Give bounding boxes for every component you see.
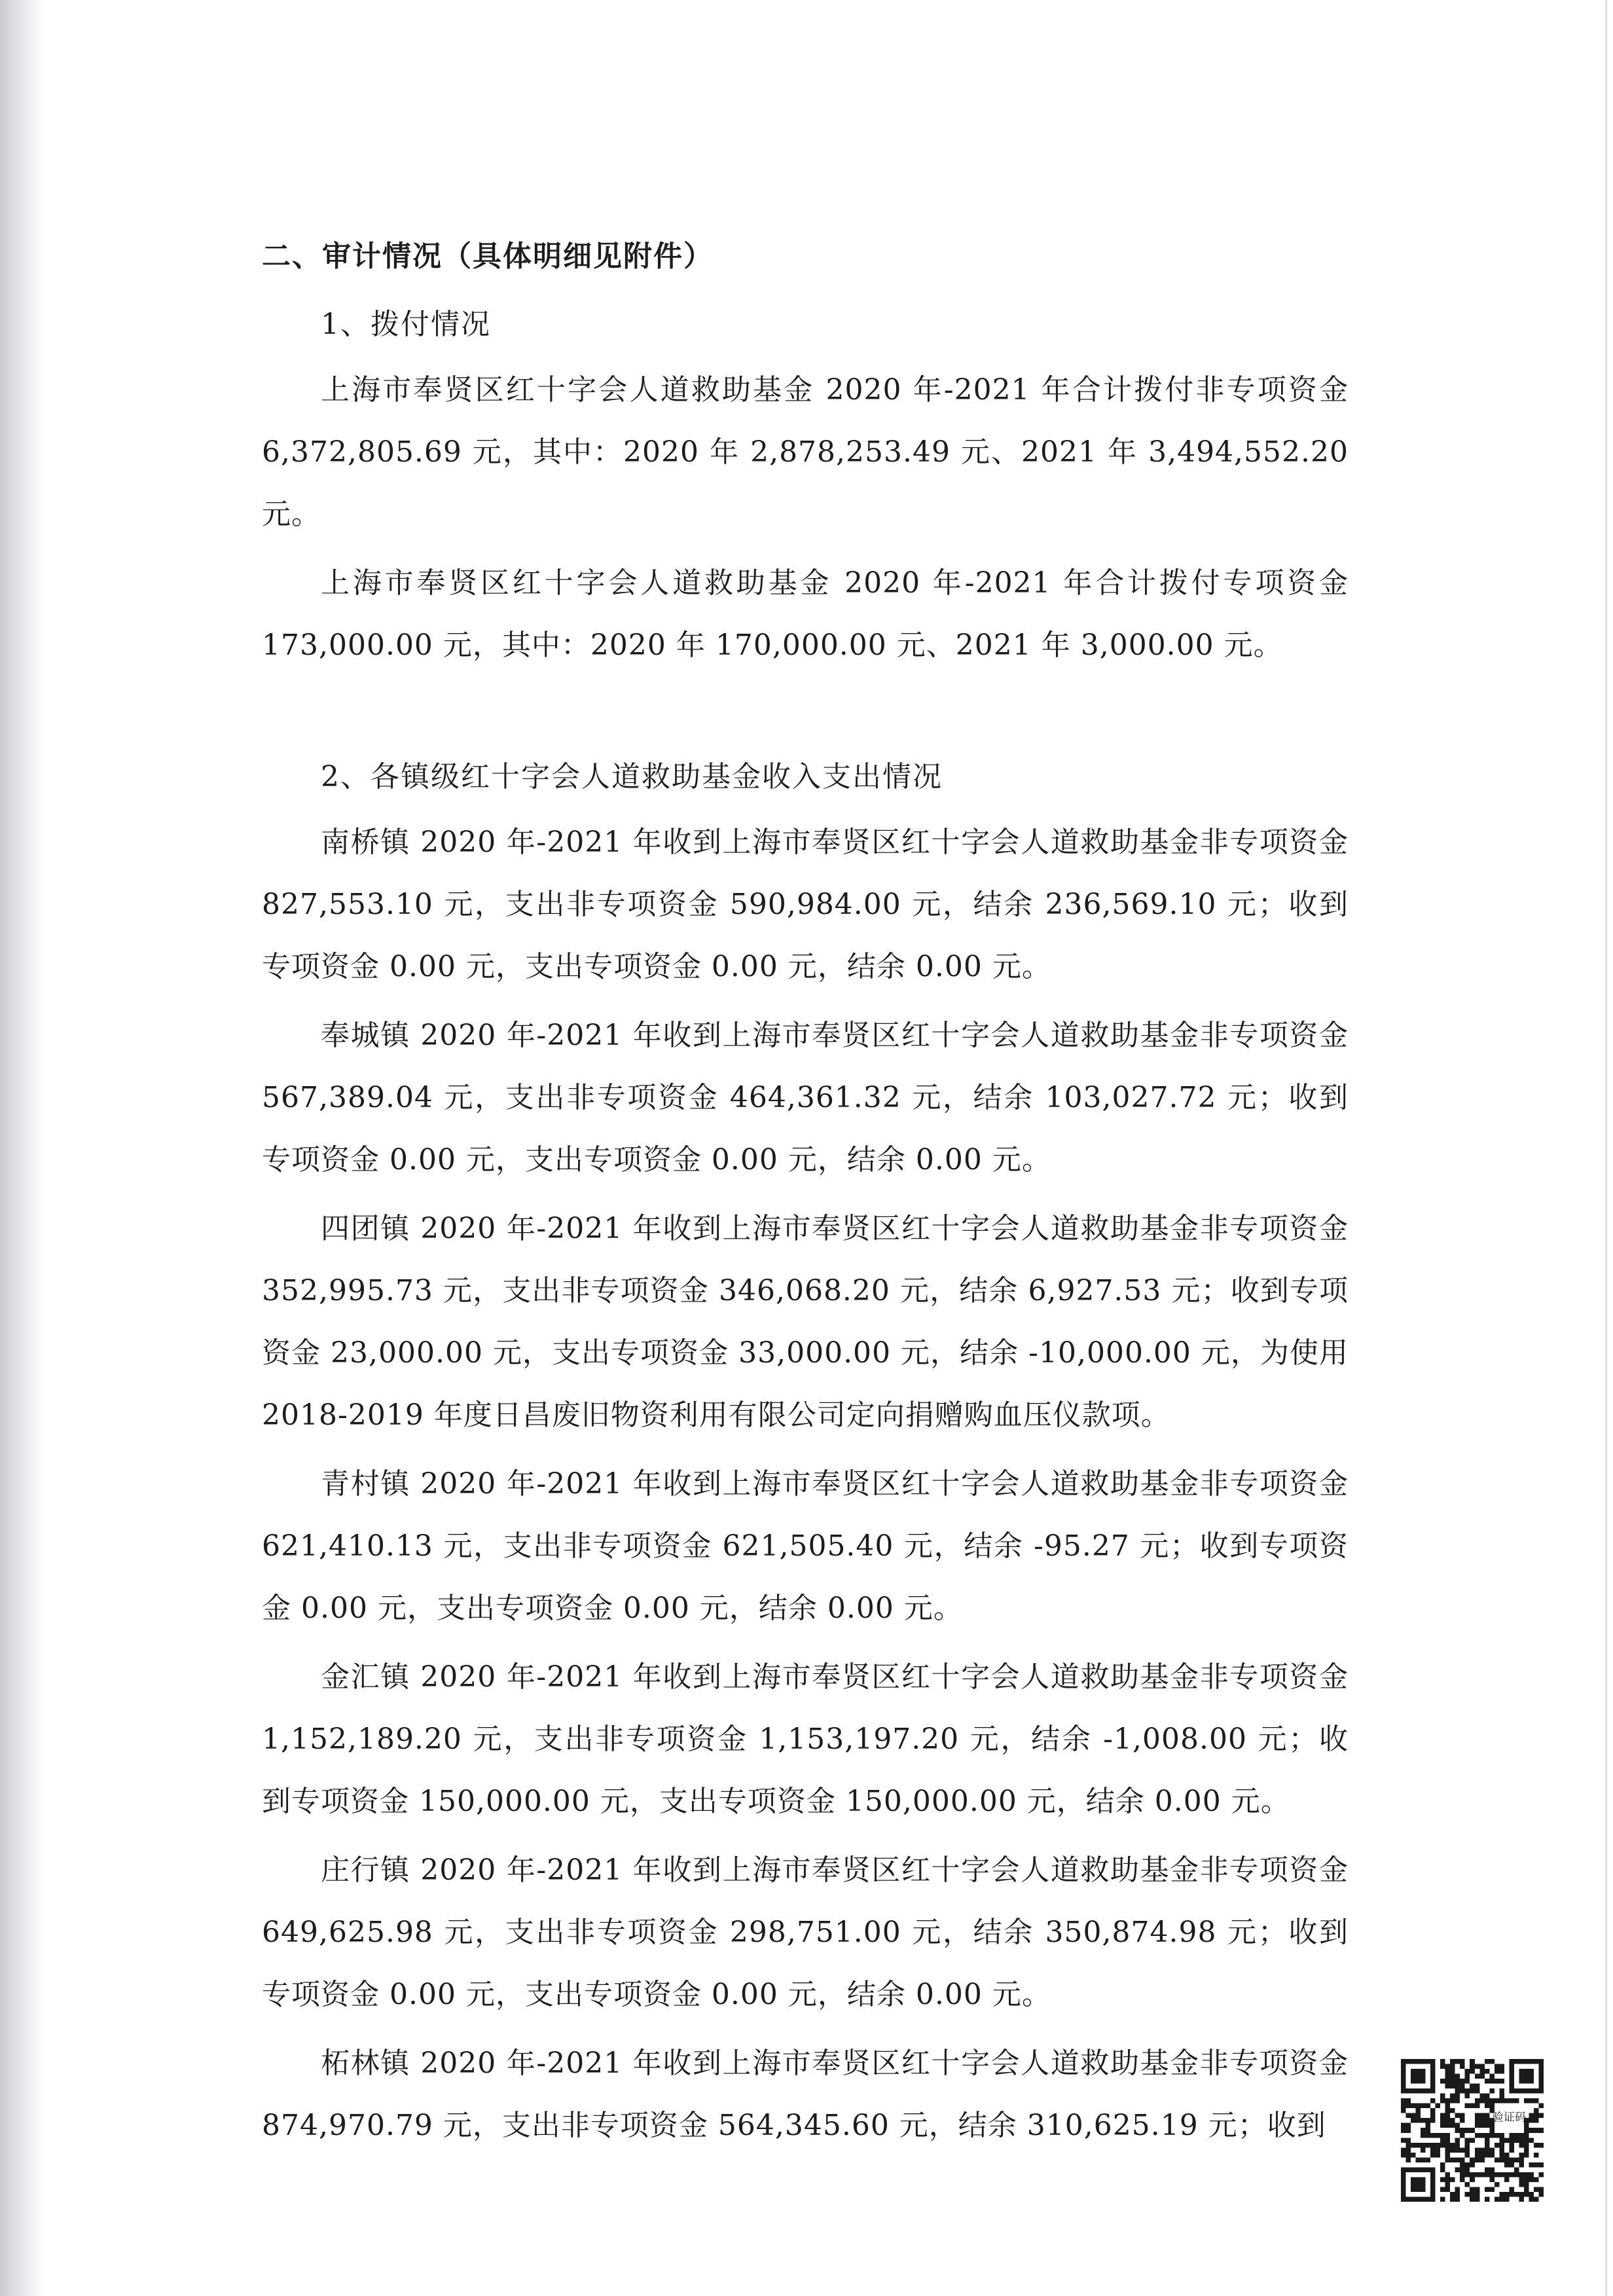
town-paragraph-situan: 四团镇 2020 年-2021 年收到上海市奉贤区红十字会人道救助基金非专项资金 352,995.73 元，支出非专项资金 346,068.20 元，结余 6,927.53 元；收到专项资金 23,000.00 元，支出专项资金 33,000.00 元，结余 -10,000.00 元，为使用 2018-2019 年度日昌废旧物资利用有限公司定向捐赠购血压仪款项。 bbox=[262, 1212, 1349, 1432]
disbursement-paragraph: 上海市奉贤区红十字会人道救助基金 2020 年-2021 年合计拨付非专项资金 6,372,805.69 元，其中：2020 年 2,878,253.49 元、2021 年 3,494,552.20 元。 bbox=[262, 373, 1349, 531]
disbursement-paragraph: 上海市奉贤区红十字会人道救助基金 2020 年-2021 年合计拨付专项资金 173,000.00 元，其中：2020 年 170,000.00 元、2021 年 3,000.00 元。 bbox=[262, 566, 1349, 662]
qr-caption: 验证码 bbox=[1492, 2111, 1527, 2124]
town-paragraph-fengcheng: 奉城镇 2020 年-2021 年收到上海市奉贤区红十字会人道救助基金非专项资金 567,389.04 元，支出非专项资金 464,361.32 元，结余 103,027.72 元；收到专项资金 0.00 元，支出专项资金 0.00 元，结余 0.00 元。 bbox=[262, 1019, 1349, 1176]
disbursement-heading: 1、拨付情况 bbox=[321, 308, 491, 341]
spacer bbox=[262, 683, 1349, 743]
qr-finder-square bbox=[1519, 2069, 1534, 2084]
scan-edge-line bbox=[1605, 0, 1607, 2296]
scan-edge-shadow bbox=[0, 0, 46, 2296]
town-paragraph-jinhui: 金汇镇 2020 年-2021 年收到上海市奉贤区红十字会人道救助基金非专项资金 1,152,189.20 元，支出非专项资金 1,153,197.20 元，结余 -1,008.00 元；收到专项资金 150,000.00 元，支出专项资金 150,000.00 元，结余 0.00 元。 bbox=[262, 1660, 1349, 1818]
town-paragraph-nanqiao: 南桥镇 2020 年-2021 年收到上海市奉贤区红十字会人道救助基金非专项资金 827,553.10 元，支出非专项资金 590,984.00 元，结余 236,569.10 元；收到专项资金 0.00 元，支出专项资金 0.00 元，结余 0.00 元。 bbox=[262, 826, 1349, 983]
town-paragraph-qingcun: 青村镇 2020 年-2021 年收到上海市奉贤区红十字会人道救助基金非专项资金 621,410.13 元，支出非专项资金 621,505.40 元，结余 -95.27 元；收到专项资金 0.00 元，支出专项资金 0.00 元，结余 0.00 元。 bbox=[262, 1467, 1349, 1625]
qr-finder-square bbox=[1411, 2177, 1426, 2192]
section-heading: 二、审计情况（具体明细见附件） bbox=[262, 240, 714, 273]
town-paragraph-zhuanghang: 庄行镇 2020 年-2021 年收到上海市奉贤区红十字会人道救助基金非专项资金 649,625.98 元，支出非专项资金 298,751.00 元，结余 350,874.98 元；收到专项资金 0.00 元，支出专项资金 0.00 元，结余 0.00 元。 bbox=[262, 1853, 1349, 2011]
town-paragraph-zhelin: 柘林镇 2020 年-2021 年收到上海市奉贤区红十字会人道救助基金非专项资金 874,970.79 元，支出非专项资金 564,345.60 元，结余 310,625.19 元；收到 bbox=[262, 2047, 1349, 2142]
document-body bbox=[262, 223, 1349, 2163]
towns-heading: 2、各镇级红十字会人道救助基金收入支出情况 bbox=[321, 760, 943, 793]
qr-code-icon[interactable] bbox=[1401, 2059, 1544, 2202]
qr-finder-square bbox=[1411, 2069, 1426, 2084]
